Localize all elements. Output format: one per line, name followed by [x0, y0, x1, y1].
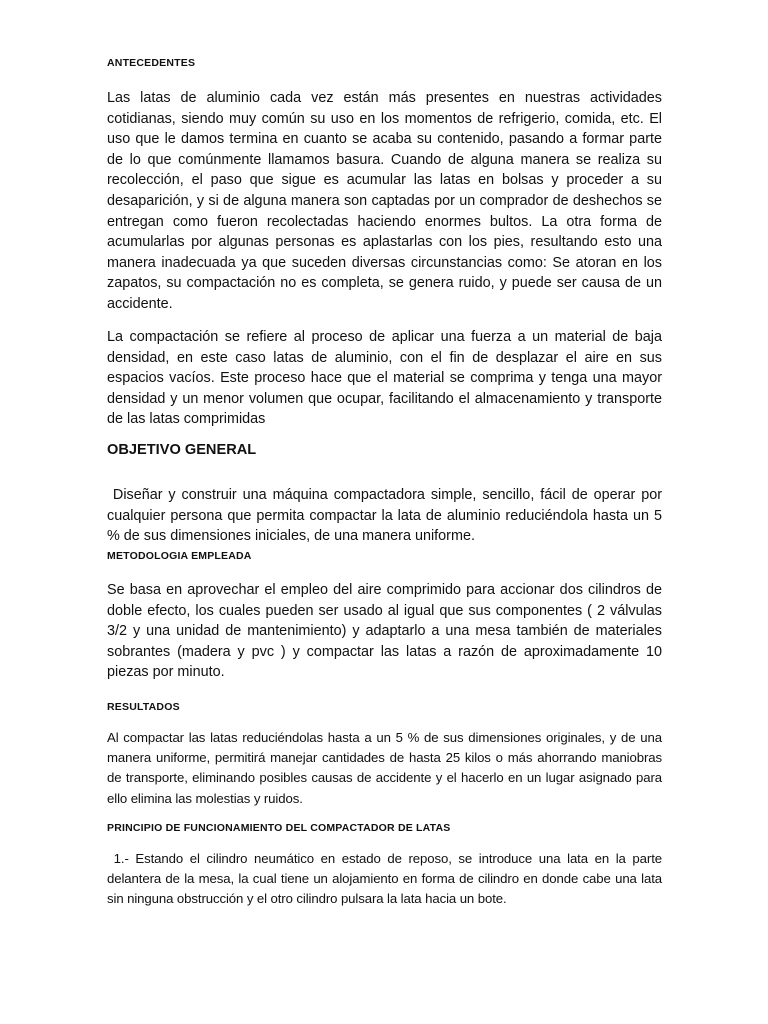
section-heading-objetivo-general: OBJETIVO GENERAL [107, 442, 257, 458]
section-heading-resultados: RESULTADOS [107, 701, 180, 713]
section-heading-principio: PRINCIPIO DE FUNCIONAMIENTO DEL COMPACTADOR DE LATAS [107, 822, 451, 834]
paragraph-metodologia: Se basa en aprovechar el empleo del aire comprimido para accionar dos cilindros de doble efecto, los cuales pueden ser usado al igual que sus componentes ( 2 válvulas 3/2 y una unidad de mantenimiento) y adaptarlo a una mesa también de materiales sobrantes (madera y pvc ) y compactar las latas a razón de aproximadamente 10 piezas por minuto. [107, 582, 662, 681]
paragraph-antecedentes-2: La compactación se refiere al proceso de aplicar una fuerza a un material de baja densidad, en este caso latas de aluminio, con el fin de desplazar el aire en sus espacios vacíos. Este proceso hace que el material se comprima y tenga una mayor densidad y un menor volumen que ocupar, facilitando el almacenamiento y transporte de las latas comprimidas [107, 329, 662, 428]
section-heading-metodologia: METODOLOGIA EMPLEADA [107, 550, 252, 562]
section-heading-antecedentes: ANTECEDENTES [107, 57, 196, 69]
paragraph-principio: 1.- Estando el cilindro neumático en estado de reposo, se introduce una lata en la parte delantera de la mesa, la cual tiene un alojamiento en forma de cilindro en donde cabe una lata sin ninguna obstrucción y el otro cilindro pulsara la lata hacia un bote. [107, 851, 666, 907]
paragraph-resultados: Al compactar las latas reduciéndolas hasta a un 5 % de sus dimensiones originales, y de una manera uniforme, permitirá manejar cantidades de hasta 25 kilos o más ahorrando maniobras de transporte, eliminando posibles causas de accidente y el hacerlo en un lugar asignado para ello elimina las molestias y ruidos. [107, 730, 662, 806]
paragraph-objetivo-general: Diseñar y construir una máquina compactadora simple, sencillo, fácil de operar por cualquier persona que permita compactar la lata de aluminio reduciéndola hasta un 5 % de sus dimensiones iniciales, de una manera uniforme. [107, 487, 666, 545]
paragraph-antecedentes-1: Las latas de aluminio cada vez están más presentes en nuestras actividades cotidianas, siendo muy común su uso en los momentos de refrigerio, comida, etc. El uso que le damos termina en cuanto se acaba su contenido, pasando a formar parte de lo que comúnmente llamamos basura. Cuando de alguna manera se realiza su recolección, el paso que sigue es acumular las latas en bolsas y proceder a su desaparición, y si de alguna manera son captadas por un comprador de deshechos se entregan como fueron recolectadas haciendo enormes bultos. La otra forma de acumularlas por algunas personas es aplastarlas con los pies, resultando esto una manera inadecuada ya que suceden diversas circunstancias como: Se atoran en los zapatos, su compactación no es completa, se genera ruido, y puede ser causa de un accidente. [107, 90, 662, 312]
